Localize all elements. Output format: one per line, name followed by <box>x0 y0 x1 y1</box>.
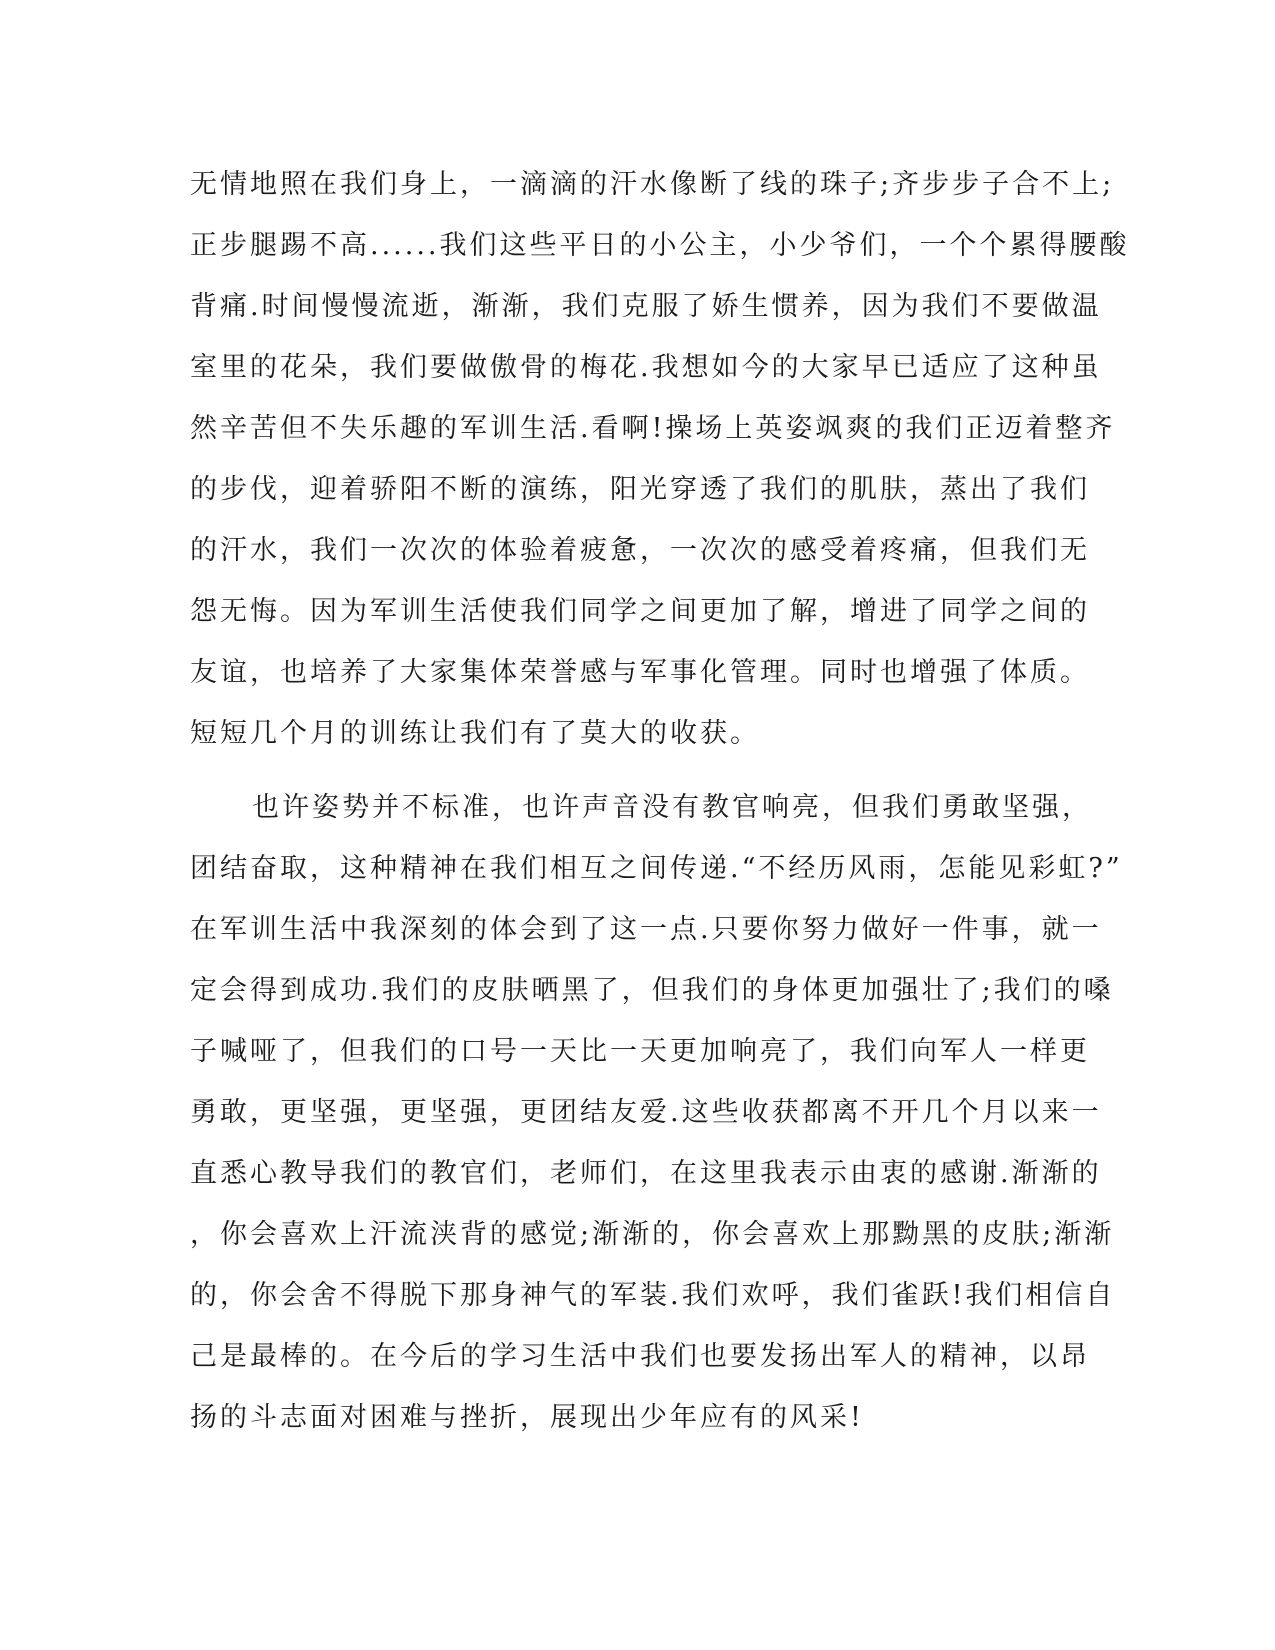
text-line: 无情地照在我们身上，一滴滴的汗水像断了线的珠子;齐步步子合不上; <box>190 169 1115 200</box>
text-line-indented: 也许姿势并不标准，也许声音没有教官响亮，但我们勇敢坚强， <box>252 792 1092 823</box>
text-line: 扬的斗志面对困难与挫折，展现出少年应有的风采! <box>190 1402 864 1433</box>
text-line: 正步腿踢不高......我们这些平日的小公主，小少爷们，一个个累得腰酸 <box>190 230 1130 261</box>
text-line: 己是最棒的。在今后的学习生活中我们也要发扬出军人的精神，以昂 <box>190 1341 1090 1372</box>
text-line: 定会得到成功.我们的皮肤晒黑了，但我们的身体更加强壮了;我们的嗓 <box>190 975 1114 1006</box>
text-line: 怨无悔。因为军训生活使我们同学之间更加了解，增进了同学之间的 <box>190 596 1090 627</box>
paragraph-2 <box>190 777 1123 1448</box>
text-line: 然辛苦但不失乐趣的军训生活.看啊!操场上英姿飒爽的我们正迈着整齐 <box>190 413 1116 444</box>
text-line: 室里的花朵，我们要做傲骨的梅花.我想如今的大家早已适应了这种虽 <box>190 352 1102 383</box>
text-line: 的汗水，我们一次次的体验着疲惫，一次次的感受着疼痛，但我们无 <box>190 535 1090 566</box>
paragraph-1 <box>190 154 1130 764</box>
text-line: 短短几个月的训练让我们有了莫大的收获。 <box>190 718 760 749</box>
text-line: 的，你会舍不得脱下那身神气的军装.我们欢呼，我们雀跃!我们相信自 <box>190 1280 1116 1311</box>
text-line: 直悉心教导我们的教官们，老师们，在这里我表示由衷的感谢.渐渐的 <box>190 1158 1102 1189</box>
text-line: 勇敢，更坚强，更坚强，更团结友爱.这些收获都离不开几个月以来一 <box>190 1097 1102 1128</box>
text-line: 的步伐，迎着骄阳不断的演练，阳光穿透了我们的肌肤，蒸出了我们 <box>190 474 1090 505</box>
text-line: 团结奋取，这种精神在我们相互之间传递.“不经历风雨，怎能见彩虹?” <box>190 853 1123 884</box>
text-line: 友谊，也培养了大家集体荣誉感与军事化管理。同时也增强了体质。 <box>190 657 1090 688</box>
text-line: 在军训生活中我深刻的体会到了这一点.只要你努力做好一件事，就一 <box>190 914 1102 945</box>
text-line: 背痛.时间慢慢流逝，渐渐，我们克服了娇生惯养，因为我们不要做温 <box>190 291 1102 322</box>
text-line: ，你会喜欢上汗流浃背的感觉;渐渐的，你会喜欢上那黝黑的皮肤;渐渐 <box>190 1219 1115 1250</box>
text-line: 子喊哑了，但我们的口号一天比一天更加响亮了，我们向军人一样更 <box>190 1036 1090 1067</box>
